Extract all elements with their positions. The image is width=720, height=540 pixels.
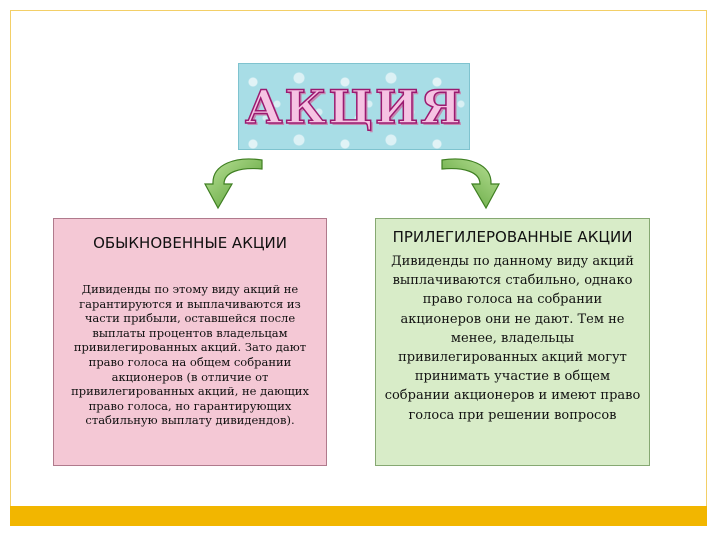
preferred-shares-box — [375, 218, 650, 466]
preferred-shares-text: Дивиденды по данному виду акций выплачиваются стабильно, однако право голоса на собрании акционеров они не дают. Тем не менее, владельцы привилегированных акций могут принимать участие в общем собрании акционеров и имеют право голоса при решении вопросов — [384, 254, 641, 423]
ordinary-shares-text: Дивиденды по этому виду акций не гарантируются и выплачиваются из части прибыли, оставшейся после выплаты процентов владельцам привилегированных акций. Зато дают право голоса на общем собрании акционеров (в отличие от привилегированных акций, не дающих право голоса, но гарантирующих стабильную выплату дивидендов). — [71, 282, 309, 428]
preferred-shares-heading: ПРИЛЕГИЛЕРОВАННЫЕ АКЦИИ — [392, 228, 633, 246]
ordinary-shares-box — [53, 218, 327, 466]
left-curved-arrow-icon — [196, 150, 266, 216]
ordinary-shares-heading: ОБЫКНОВЕННЫЕ АКЦИИ — [93, 234, 287, 252]
bottom-accent-bar — [10, 506, 707, 526]
title-box — [238, 63, 470, 150]
title-text: АКЦИЯ — [245, 79, 463, 134]
right-curved-arrow-icon — [438, 150, 508, 216]
